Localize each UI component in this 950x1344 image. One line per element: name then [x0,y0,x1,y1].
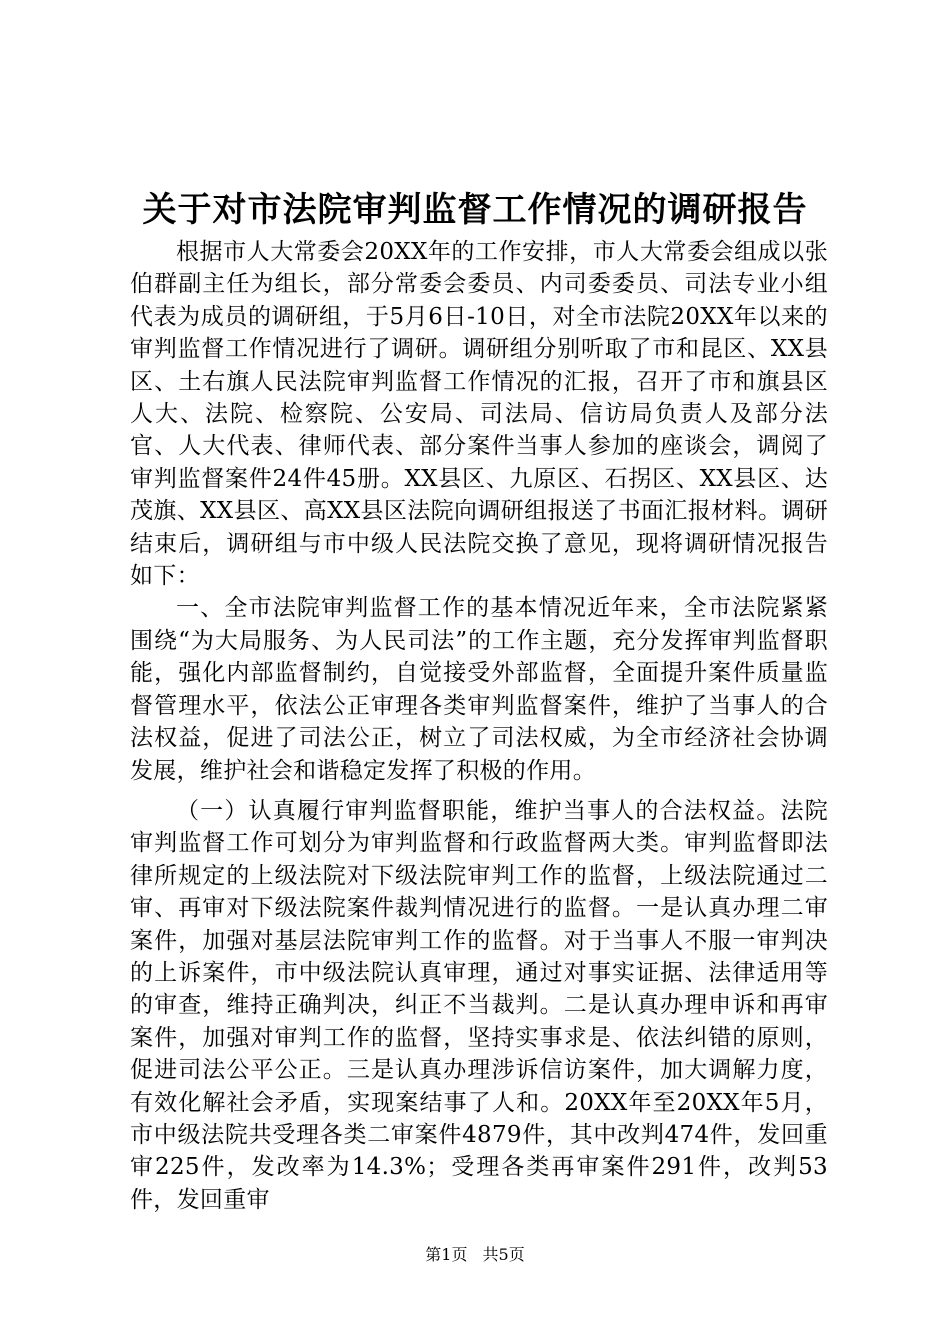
paragraph-section-1: 一、全市法院审判监督工作的基本情况近年来，全市法院紧紧围绕“为大局服务、为人民司法”的工作主题，充分发挥审判监督职能，强化内部监督制约，自觉接受外部监督，全面提升案件质量监督管理水平，依法公正审理各类审判监督案件，维护了当事人的合法权益，促进了司法公正，树立了司法权威，为全市经济社会协调发展，维护社会和谐稳定发挥了积极的作用。 [130,595,828,784]
document-body [130,236,828,1216]
page-number: 第1页 [425,1245,468,1264]
page-footer [0,1244,950,1266]
page-total: 共5页 [482,1245,525,1264]
paragraph-subsection-1: （一）认真履行审判监督职能，维护当事人的合法权益。法院审判监督工作可划分为审判监督和行政监督两大类。审判监督即法律所规定的上级法院对下级法院审判工作的监督，上级法院通过二审、再审对下级法院案件裁判情况进行的监督。一是认真办理二审案件，加强对基层法院审判工作的监督。对于当事人不服一审判决的上诉案件，市中级法院认真审理，通过对事实证据、法律适用等的审查，维持正确判决，纠正不当裁判。二是认真办理申诉和再审案件，加强对审判工作的监督，坚持实事求是、依法纠错的原则，促进司法公平公正。三是认真办理涉诉信访案件，加大调解力度，有效化解社会矛盾，实现案结事了人和。20XX年至20XX年5月，市中级法院共受理各类二审案件4879件，其中改判474件，发回重审225件，发改率为14.3%；受理各类再审案件291件，改判53件，发回重审 [130,797,828,1213]
document-title: 关于对市法院审判监督工作情况的调研报告 [142,190,808,230]
paragraph-intro: 根据市人大常委会20XX年的工作安排，市人大常委会组成以张伯群副主任为组长，部分常委会委员、内司委委员、司法专业小组代表为成员的调研组，于5月6日-10日，对全市法院20XX年以来的审判监督工作情况进行了调研。调研组分别听取了市和昆区、XX县区、土右旗人民法院审判监督工作情况的汇报，召开了市和旗县区人大、法院、检察院、公安局、司法局、信访局负责人及部分法官、人大代表、律师代表、部分案件当事人参加的座谈会，调阅了审判监督案件24件45册。XX县区、九原区、石拐区、XX县区、达茂旗、XX县区、高XX县区法院向调研组报送了书面汇报材料。调研结束后，调研组与市中级人民法院交换了意见，现将调研情况报告如下： [130,239,828,590]
